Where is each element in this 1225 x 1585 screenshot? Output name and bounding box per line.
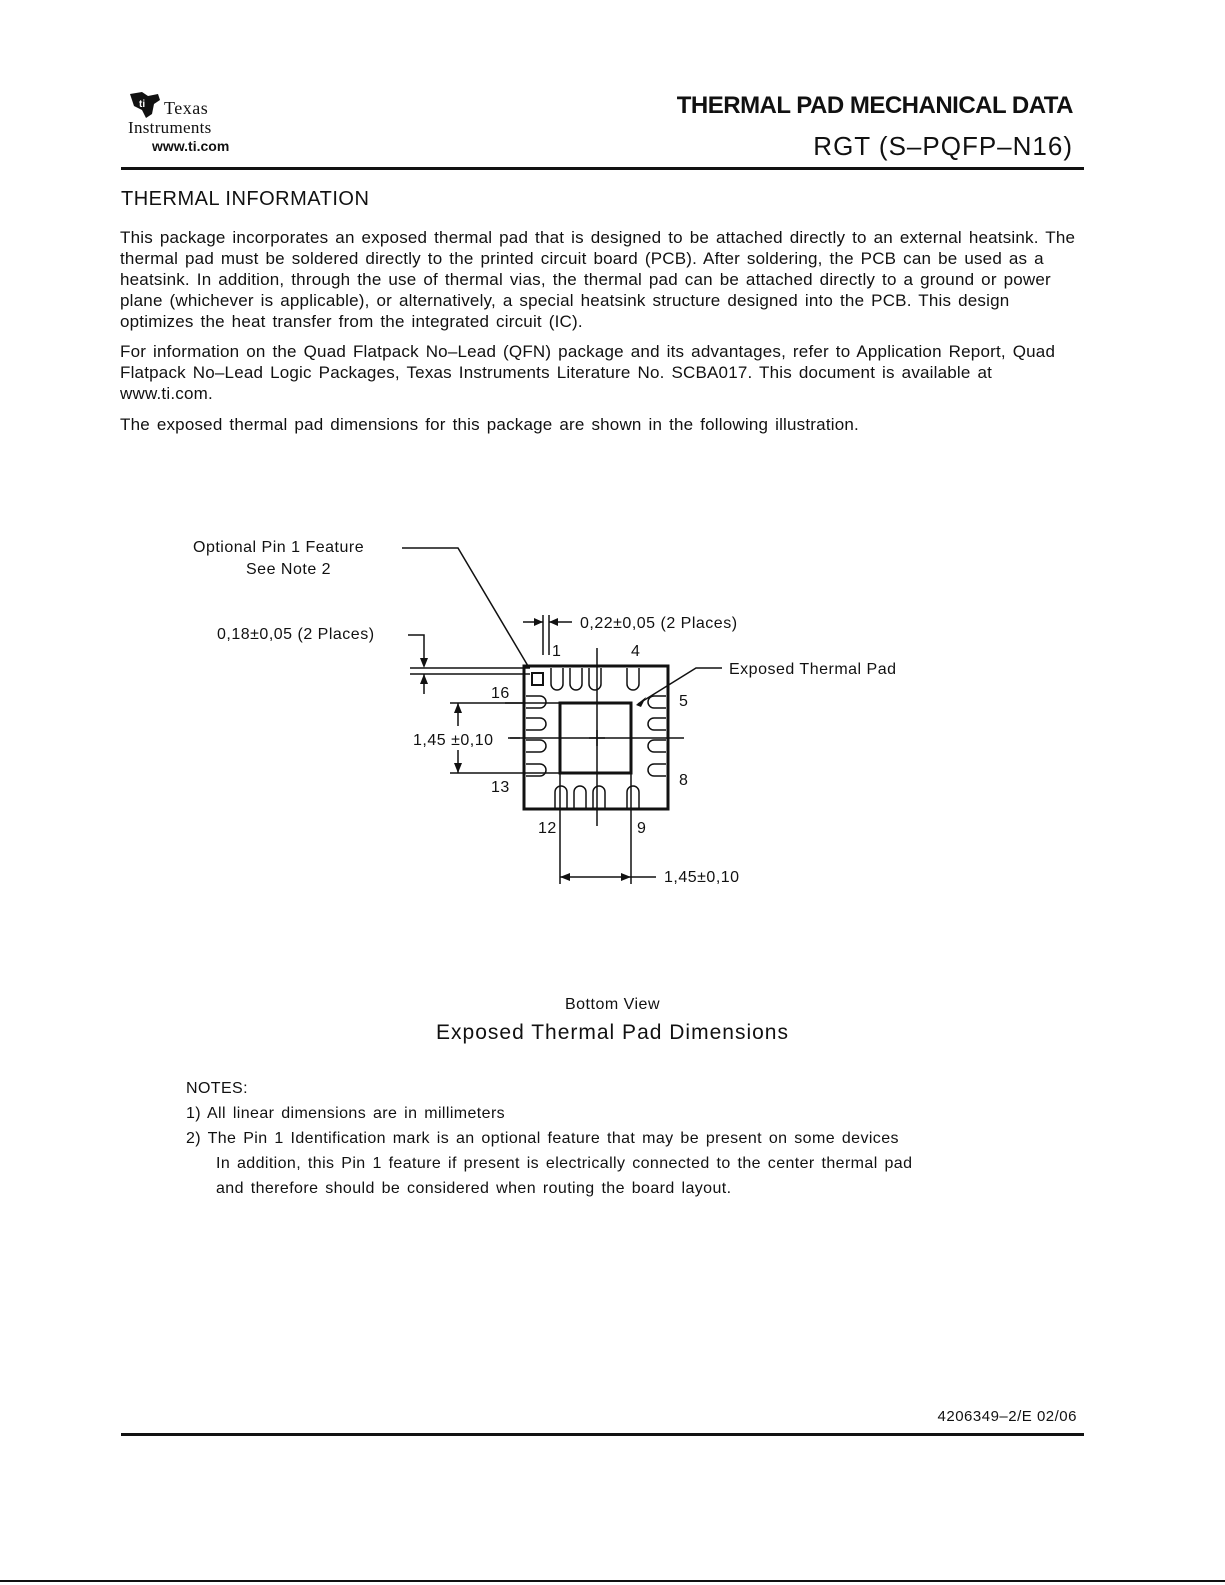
pin-label-4: 4 (631, 643, 641, 660)
pin-label-5: 5 (679, 693, 689, 710)
pin1-feature (532, 673, 543, 685)
dim-pad-width: 1,45±0,10 (664, 869, 740, 886)
dim-pin1-square: 0,18±0,05 (2 Places) (217, 626, 375, 643)
logo-url[interactable]: www.ti.com (152, 138, 230, 154)
pin1-feature-label: Optional Pin 1 Feature (193, 539, 365, 556)
note-item-continuation: and therefore should be considered when routing the board layout. (216, 1180, 732, 1197)
view-caption: Bottom View (564, 996, 661, 1013)
note-item: 2) The Pin 1 Identification mark is an optional feature that may be present on some devices (186, 1130, 899, 1147)
footer-rule (121, 1433, 1084, 1436)
dim-pad-height: 1,45 ±0,10 (413, 732, 494, 749)
paragraph-qfn-reference: For information on the Quad Flatpack No–Lead (QFN) package and its advantages, refer to Application Report, Quad Flatpack No–Lead Logic Packages, Texas Instruments Literature No. SCBA017. This document is available at www.ti.com. (120, 342, 1056, 403)
paragraph-thermal-pad: This package incorporates an exposed thermal pad that is designed to be attached directly to an external heatsink. The thermal pad must be soldered directly to the printed circuit board (PCB). After soldering, the PCB can be used as a heatsink. In addition, through the use of thermal vias, the thermal pad can be attached directly to a ground or power plane (whichever is applicable), or alternatively, a special heatsink structure designed into the PCB. This design optimizes the heat transfer from the integrated circuit (IC). (120, 228, 1076, 331)
section-heading: THERMAL INFORMATION (121, 188, 370, 210)
pin-label-9: 9 (637, 820, 647, 837)
page-edge-rule (0, 1580, 1225, 1582)
pin-label-8: 8 (679, 772, 689, 789)
package-designator: RGT (S–PQFP–N16) (813, 131, 1073, 161)
exposed-pad-label: Exposed Thermal Pad (729, 661, 897, 678)
logo-wordmark-instruments: Instruments (128, 118, 212, 137)
notes-heading: NOTES: (186, 1080, 248, 1097)
pin-label-1: 1 (552, 643, 562, 660)
see-note-label: See Note 2 (246, 561, 332, 578)
dim-pin1-offset: 0,22±0,05 (2 Places) (580, 615, 738, 632)
figure-caption: Exposed Thermal Pad Dimensions (436, 1021, 789, 1044)
pin-label-13: 13 (491, 779, 510, 796)
note-item: 1) All linear dimensions are in millimeters (186, 1105, 506, 1122)
pin-label-12: 12 (538, 820, 557, 837)
document-number: 4206349–2/E 02/06 (937, 1408, 1077, 1425)
pin-label-16: 16 (491, 685, 510, 702)
document-title: THERMAL PAD MECHANICAL DATA (676, 92, 1073, 119)
notes-block (186, 1076, 912, 1201)
logo-wordmark-texas: Texas (164, 98, 209, 118)
note-item-continuation: In addition, this Pin 1 feature if present is electrically connected to the center thermal pad (216, 1155, 913, 1172)
paragraph-illustration-intro: The exposed thermal pad dimensions for this package are shown in the following illustration. (120, 415, 859, 434)
svg-text:ti: ti (139, 99, 146, 110)
